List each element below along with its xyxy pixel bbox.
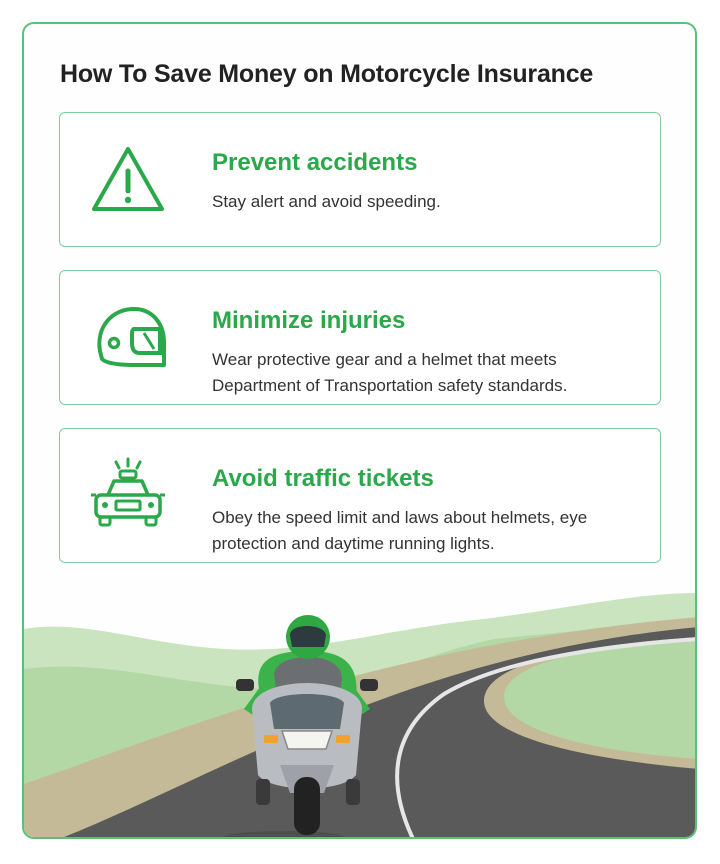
tip-heading: Prevent accidents <box>212 149 418 176</box>
tip-card-avoid-traffic-tickets <box>59 428 661 563</box>
police-car-icon <box>88 457 168 537</box>
infographic-title: How To Save Money on Motorcycle Insurance <box>60 60 594 88</box>
tip-heading: Avoid traffic tickets <box>212 465 434 492</box>
warning-triangle-icon <box>88 141 168 221</box>
helmet-icon <box>88 299 168 379</box>
tip-description: Obey the speed limit and laws about helmets, eye protection and daytime running lights. <box>212 508 588 553</box>
infographic-card <box>22 22 697 839</box>
tip-description: Wear protective gear and a helmet that meets Department of Transportation safety standards. <box>212 350 568 395</box>
tip-description: Stay alert and avoid speeding. <box>212 192 441 211</box>
tip-heading: Minimize injuries <box>212 307 406 334</box>
tip-card-prevent-accidents <box>59 112 661 247</box>
tip-card-minimize-injuries <box>59 270 661 405</box>
motorcycle-road-illustration <box>24 579 697 839</box>
